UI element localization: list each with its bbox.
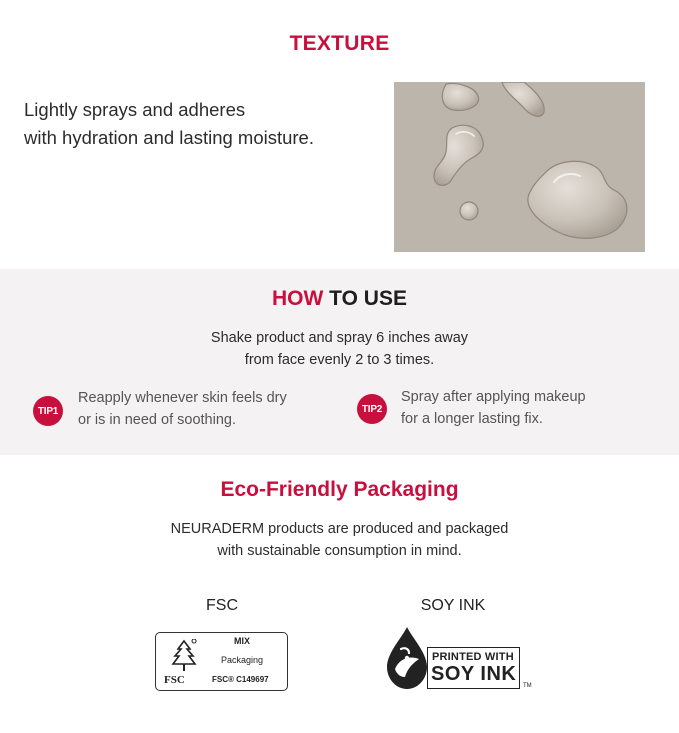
soy-ink-drop-icon (383, 625, 431, 691)
how-to-use-desc-line1: Shake product and spray 6 inches away (210, 330, 469, 346)
tip1-line2: or is in need of soothing. (78, 412, 236, 428)
tip1-line1: Reapply whenever skin feels dry (78, 390, 287, 406)
soy-printed-with-text: PRINTED WITH (432, 651, 514, 663)
fsc-word: FSC (164, 674, 185, 686)
how-to-use-title-highlight: HOW (272, 287, 324, 310)
how-to-use-description (0, 327, 679, 371)
texture-desc-line1: Lightly sprays and adheres (24, 99, 246, 120)
tip1-text (78, 387, 338, 431)
eco-packaging-description (0, 518, 679, 562)
texture-droplets-image (394, 82, 645, 252)
tip2-badge: TIP2 (357, 394, 387, 424)
tip1-badge: TIP1 (33, 396, 63, 426)
fsc-code: FSC® C149697 (212, 675, 269, 684)
fsc-label: FSC (206, 597, 238, 614)
fsc-mix-text: MIX (234, 636, 251, 646)
texture-desc-line2: with hydration and lasting moisture. (24, 127, 314, 148)
fsc-packaging-text: Packaging (221, 655, 264, 665)
soy-ink-label: SOY INK (420, 597, 486, 614)
soy-ink-text: SOY INK (431, 663, 517, 685)
fsc-mix-packaging-logo (155, 632, 288, 691)
eco-desc-line1: NEURADERM products are produced and packaged (170, 521, 509, 537)
tip2-line1: Spray after applying makeup (401, 389, 586, 405)
how-to-use-desc-line2: from face evenly 2 to 3 times. (244, 352, 435, 368)
texture-title: TEXTURE (289, 32, 390, 55)
eco-desc-line2: with sustainable consumption in mind. (217, 543, 462, 559)
how-to-use-title (0, 287, 679, 311)
eco-packaging-title: Eco-Friendly Packaging (220, 478, 459, 501)
fsc-tree-icon (164, 639, 204, 673)
soy-tm-mark: TM (523, 683, 532, 689)
tip2-text (401, 386, 661, 430)
texture-description (24, 96, 384, 152)
soy-ink-logo (381, 623, 536, 693)
how-to-use-title-rest: TO USE (323, 287, 407, 310)
soy-ink-text-box (427, 647, 520, 689)
tip2-line2: for a longer lasting fix. (401, 411, 543, 427)
